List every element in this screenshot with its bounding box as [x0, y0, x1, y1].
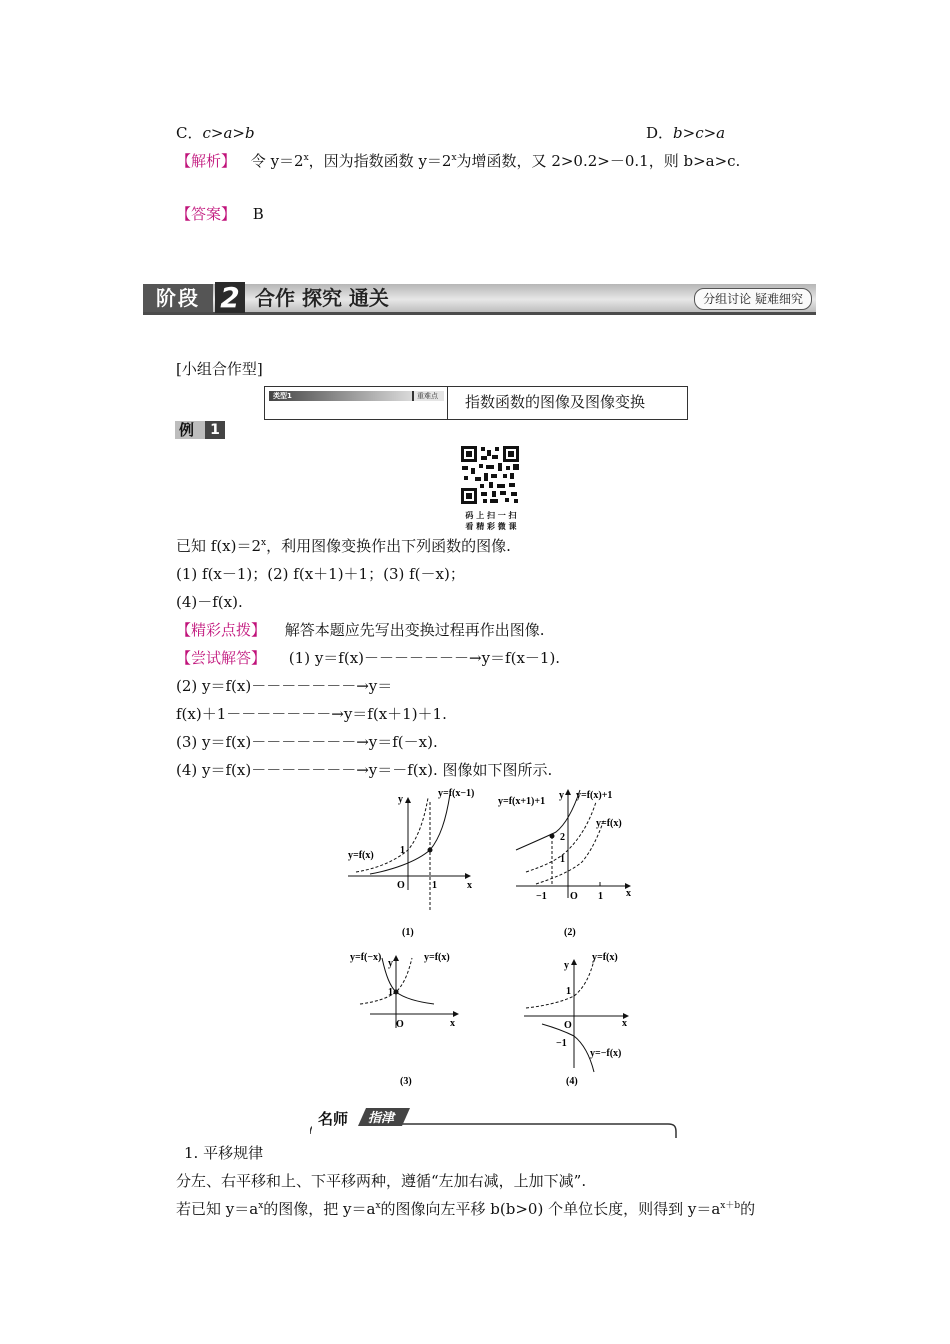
stage-title: 合作 探究 通关: [255, 286, 389, 310]
example-number: 1: [205, 421, 225, 439]
type-box-bar-right: [412, 391, 444, 401]
option-d: [646, 122, 725, 143]
graph-2-point: [550, 834, 555, 839]
type-box: [264, 386, 688, 420]
graph-1-tick-y: 1: [400, 845, 405, 856]
solution-step-4: (4) y＝f(x)－－－－－－－→y＝－f(x). 图像如下图所示.: [176, 761, 553, 779]
graph-3-label-a: y=f(−x): [350, 952, 382, 963]
graph-3-label-b: y=f(x): [424, 952, 450, 963]
graph-1-label-shift: y=f(x−1): [438, 788, 475, 799]
problem-text-1-end: ，利用图像变换作出下列函数的图像.: [266, 537, 511, 555]
graph-2-label-c: y=f(x): [596, 818, 622, 829]
graph-2-y-label: y: [559, 790, 564, 801]
qr-block: [459, 444, 523, 532]
graph-1-y-label: y: [398, 794, 403, 805]
analysis-text-3: 为增函数，又 2>0.2>－0.1，则 b>a>c.: [456, 152, 741, 170]
graph-2-tick-y1: 1: [560, 854, 565, 865]
solution-step-2a: (2) y＝f(x)－－－－－－－→y＝: [176, 677, 393, 695]
graphs-figure: [330, 780, 650, 1090]
rules-paragraph-2: [176, 1198, 755, 1219]
graph-1-label-main: y=f(x): [348, 850, 374, 861]
graph-2-label-b: y=f(x)+1: [576, 790, 613, 801]
rules-p2-d: 的: [740, 1200, 756, 1218]
teacher-tip-b: 指津: [368, 1111, 395, 1126]
rules-p2-a-sup: x: [258, 1201, 264, 1211]
analysis-text-2: ，因为指数函数 y＝2: [308, 152, 452, 170]
option-c-expr: c>a>b: [202, 124, 255, 142]
answer-value: B: [252, 205, 264, 223]
type-box-right-small: 重难点: [417, 392, 438, 400]
graph-1: [348, 788, 474, 938]
stage-right-label: 分组讨论 疑难细究: [694, 288, 812, 310]
type-box-left-label: 类型1: [273, 392, 292, 400]
hint-tag: 【精彩点拨】: [176, 621, 267, 639]
graph-2-x-label: x: [626, 888, 631, 899]
problem-text-1: 已知 f(x)＝2: [176, 537, 262, 555]
teacher-tip-a: 名师: [318, 1110, 349, 1128]
graph-1-origin: O: [397, 880, 405, 891]
stage-number: 2: [215, 282, 245, 313]
answer-line: [176, 203, 264, 224]
solution-step-2b: f(x)＋1－－－－－－－→y＝f(x＋1)＋1.: [176, 705, 447, 723]
graph-2-tick-x1: 1: [598, 891, 603, 902]
solution-step-1: (1) y＝f(x)－－－－－－－→y＝f(x－1).: [288, 649, 561, 667]
graph-2-caption: (2): [564, 927, 576, 938]
teacher-tip-frame: [310, 1124, 676, 1138]
graph-3-y-label: y: [388, 958, 393, 969]
type-box-bar: [269, 391, 415, 401]
rules-paragraph-1: 分左、右平移和上、下平移两种，遵循“左加右减，上加下减”.: [176, 1172, 587, 1190]
rules-heading: 1. 平移规律: [184, 1144, 264, 1162]
qr-code-icon: [459, 444, 523, 506]
option-d-label: D．: [646, 124, 674, 142]
graph-4-x-label: x: [622, 1018, 627, 1029]
graph-4: [524, 952, 628, 1087]
graph-3-x-label: x: [450, 1018, 455, 1029]
graph-2-tick-y2: 2: [560, 832, 565, 843]
problem-sup: x: [261, 538, 267, 548]
graph-2: [498, 790, 631, 938]
analysis-sup-1: x: [303, 153, 309, 163]
problem-line-1: [176, 535, 511, 556]
type-box-title: 指数函数的图像及图像变换: [465, 393, 646, 411]
rules-p2-c: 的图像向左平移 b(b>0) 个单位长度，则得到 y＝a: [380, 1200, 721, 1218]
stage-banner: [143, 282, 816, 314]
rules-p2-a: 若已知 y＝a: [176, 1200, 259, 1218]
rules-p2-b-sup: x: [375, 1201, 381, 1211]
graph-1-caption: (1): [402, 927, 414, 938]
graph-4-caption: (4): [566, 1076, 578, 1087]
solution-step-3: (3) y＝f(x)－－－－－－－→y＝f(－x).: [176, 733, 438, 751]
option-c-label: C．: [176, 124, 203, 142]
solution-line-1: [176, 647, 560, 668]
graph-2-curve-c: [536, 820, 604, 884]
section-label: [小组合作型]: [176, 360, 263, 378]
qr-caption-1: 码 上 扫 一 扫: [465, 511, 517, 520]
graph-1-tick-x: 1: [432, 880, 437, 891]
qr-caption-2: 看 精 彩 微 课: [465, 522, 517, 531]
graph-4-tick-y: 1: [566, 986, 571, 997]
graph-1-curve-shift: [370, 794, 450, 874]
graph-3-caption: (3): [400, 1076, 412, 1087]
option-d-expr: b>c>a: [673, 124, 726, 142]
graph-4-y-label: y: [564, 960, 569, 971]
answer-tag: 【答案】: [176, 205, 237, 223]
graph-4-curve-b: [542, 1024, 594, 1072]
stage-tag: 阶段: [143, 284, 213, 312]
graph-1-x-label: x: [467, 880, 472, 891]
rules-p2-c-sup: x＋b: [720, 1201, 741, 1211]
graph-2-label-a: y=f(x+1)+1: [498, 796, 546, 807]
graph-4-curve-a: [526, 960, 594, 1008]
graph-3-point: [394, 990, 399, 995]
graph-3-tick-y: 1: [388, 987, 393, 998]
hint-line: [176, 619, 545, 640]
analysis-line: [176, 150, 740, 171]
graph-2-origin: O: [570, 891, 578, 902]
graph-4-origin: O: [564, 1020, 572, 1031]
graph-4-label-b: y=−f(x): [590, 1048, 622, 1059]
graph-2-tick-xm1: −1: [536, 891, 547, 902]
graph-4-label-a: y=f(x): [592, 952, 618, 963]
teacher-tip-header: [310, 1104, 680, 1138]
analysis-text-1: 令 y＝2: [250, 152, 304, 170]
problem-line-3: (4)－f(x).: [176, 593, 243, 611]
solution-tag: 【尝试解答】: [176, 649, 267, 667]
graph-1-point: [428, 848, 433, 853]
example-label: [175, 421, 225, 439]
type-box-left: [265, 387, 448, 419]
graph-3-origin: O: [396, 1019, 404, 1030]
analysis-sup-2: x: [451, 153, 457, 163]
analysis-tag: 【解析】: [176, 152, 237, 170]
graph-3: [350, 952, 458, 1087]
graph-4-tick-ym: −1: [556, 1038, 567, 1049]
example-word: 例: [175, 421, 209, 439]
hint-text: 解答本题应先写出变换过程再作出图像.: [284, 621, 545, 639]
problem-line-2: (1) f(x－1)；(2) f(x＋1)＋1；(3) f(－x)；: [176, 565, 465, 583]
option-c: [176, 122, 255, 143]
rules-p2-b: 的图像，把 y＝a: [263, 1200, 376, 1218]
